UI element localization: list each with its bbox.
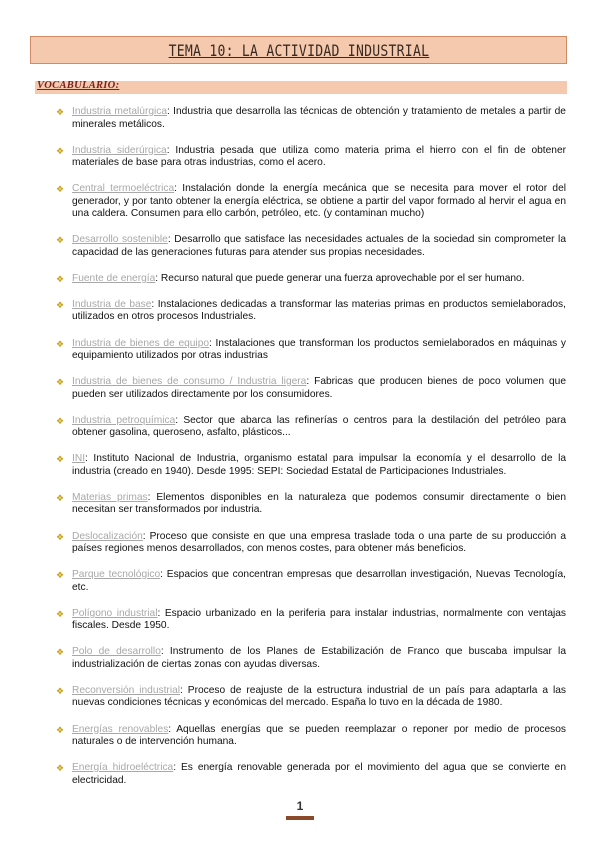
diamond-bullet-icon: ❖ bbox=[56, 608, 65, 619]
term-definition: : Industria pesada que utiliza como materia prima el hierro con el fin de obtener materiales de base para otras industrias, como el acero. bbox=[72, 144, 566, 169]
term-definition: : Sector que abarca las refinerías o centros para la destilación del petróleo para obtener gasolina, queroseno, asfalto, plásticos... bbox=[72, 414, 567, 439]
diamond-bullet-icon: ❖ bbox=[56, 235, 65, 246]
term-definition: : Es energía renovable generada por el movimiento del agua que se convierte en electricidad. bbox=[72, 762, 566, 786]
term-name: Reconversión industrial bbox=[72, 684, 181, 696]
list-item bbox=[56, 685, 566, 710]
diamond-bullet-icon: ❖ bbox=[56, 338, 65, 349]
diamond-bullet-icon: ❖ bbox=[56, 570, 65, 581]
list-item bbox=[56, 492, 566, 517]
term-name: Industria de bienes de equipo bbox=[72, 337, 210, 349]
term-name: Industria de base bbox=[72, 298, 152, 310]
diamond-bullet-icon: ❖ bbox=[56, 685, 65, 696]
list-item bbox=[56, 183, 566, 221]
term-definition: : Elementos disponibles en la naturaleza que podemos consumir directamente o bien necesitan ser transformados por industria. bbox=[72, 491, 566, 516]
term-name: Industria metalúrgica bbox=[72, 106, 168, 117]
diamond-bullet-icon: ❖ bbox=[56, 273, 65, 284]
diamond-bullet-icon: ❖ bbox=[56, 647, 65, 658]
term-definition: : Instrumento de los Planes de Estabilización de Franco que buscaba impulsar la industrialización de ciertas zonas con ayudas diversas. bbox=[72, 646, 566, 670]
term-name: Industria petroquímica bbox=[72, 414, 176, 426]
vocabulary-list bbox=[56, 106, 566, 801]
term-name: Desarrollo sostenible bbox=[72, 234, 168, 246]
list-item bbox=[56, 762, 566, 787]
list-item bbox=[56, 273, 566, 286]
section-label: VOCABULARIO: bbox=[37, 80, 120, 91]
list-item bbox=[56, 145, 566, 170]
term-name: Polígono industrial bbox=[72, 607, 158, 619]
term-name: Parque tecnológico bbox=[72, 569, 161, 581]
term-definition: : Espacios que concentran empresas que desarrollan investigación, Nuevas Tecnología, etc. bbox=[72, 569, 566, 593]
term-name: INI bbox=[72, 453, 86, 465]
diamond-bullet-icon: ❖ bbox=[56, 531, 65, 542]
diamond-bullet-icon: ❖ bbox=[56, 454, 65, 465]
term-definition: : Desarrollo que satisface las necesidades actuales de la sociedad sin comprometer la capacidad de las generaciones futuras para atender sus propias necesidades. bbox=[72, 234, 566, 258]
term-name: Industria de bienes de consumo / Industria ligera bbox=[72, 376, 307, 388]
list-item bbox=[56, 299, 566, 324]
list-item bbox=[56, 608, 566, 633]
list-item bbox=[56, 106, 566, 131]
term-name: Materias primas bbox=[72, 491, 148, 503]
term-definition: : Fabricas que producen bienes de poco volumen que pueden ser utilizados directamente por los consumidores. bbox=[72, 376, 566, 400]
term-definition: : Instalaciones que transforman los productos semielaborados en máquinas y equipamiento utilizados por otras industrias bbox=[72, 337, 567, 362]
diamond-bullet-icon: ❖ bbox=[56, 763, 65, 774]
term-name: Central termoeléctrica bbox=[72, 183, 175, 195]
term-name: Deslocalización bbox=[72, 530, 143, 542]
diamond-bullet-icon: ❖ bbox=[56, 415, 65, 426]
term-definition: : Instituto Nacional de Industria, organismo estatal para impulsar la economía y el desarrollo de la industria (creado en 1940). Desde 1995: SEPI: Sociedad Estatal de Participaciones Industriales. bbox=[72, 453, 566, 477]
term-definition: : Proceso de reajuste de la estructura industrial de un país para adaptarla a las nuevas condiciones técnicas y económicas del mercado. España lo tuvo en la década de 1980. bbox=[72, 684, 566, 709]
diamond-bullet-icon: ❖ bbox=[56, 107, 65, 117]
term-name: Fuente de energía bbox=[72, 272, 156, 284]
title-box bbox=[30, 36, 567, 64]
list-item bbox=[56, 724, 566, 749]
term-name: Industria siderúrgica bbox=[72, 144, 167, 156]
term-definition: : Instalación donde la energía mecánica que se necesita para mover el rotor del generador, y por tanto obtener la energía eléctrica, se obtiene a partir del vapor formado al hervir el agua en una caldera. Consumen para ello carbón, petróleo, etc. (y contaminan mucho) bbox=[72, 183, 567, 220]
diamond-bullet-icon: ❖ bbox=[56, 145, 65, 156]
term-definition: : Proceso que consiste en que una empresa traslade toda o una parte de su producción a países regiones menos desarrollados, con menos costes, para obtener más beneficios. bbox=[72, 530, 566, 555]
list-item bbox=[56, 376, 566, 401]
page-title: TEMA 10: LA ACTIVIDAD INDUSTRIAL bbox=[168, 40, 429, 60]
list-item bbox=[56, 453, 566, 478]
diamond-bullet-icon: ❖ bbox=[56, 377, 65, 388]
term-definition: : Industria que desarrolla las técnicas de obtención y tratamiento de metales a partir de minerales metálicos. bbox=[72, 106, 566, 130]
term-definition: : Recurso natural que puede generar una fuerza aprovechable por el ser humano. bbox=[155, 272, 525, 284]
diamond-bullet-icon: ❖ bbox=[56, 299, 65, 310]
list-item bbox=[56, 531, 566, 556]
list-item bbox=[56, 338, 566, 363]
list-item bbox=[56, 234, 566, 259]
section-header-bar bbox=[35, 81, 567, 94]
list-item bbox=[56, 569, 566, 594]
term-name: Polo de desarrollo bbox=[72, 646, 161, 658]
term-definition: : Aquellas energías que se pueden reemplazar o reponer por medio de procesos naturales o de intervención humana. bbox=[72, 723, 566, 747]
list-item bbox=[56, 415, 566, 440]
term-name: Energía hidroeléctrica bbox=[72, 762, 174, 774]
page-number: 1 bbox=[296, 799, 304, 813]
page-number-rule bbox=[286, 816, 314, 820]
diamond-bullet-icon: ❖ bbox=[56, 184, 65, 195]
term-name: Energías renovables bbox=[72, 723, 169, 735]
list-item bbox=[56, 646, 566, 671]
term-definition: : Espacio urbanizado en la periferia para instalar industrias, normalmente con ventajas fiscales. Desde 1950. bbox=[72, 607, 567, 632]
diamond-bullet-icon: ❖ bbox=[56, 492, 65, 503]
diamond-bullet-icon: ❖ bbox=[56, 724, 65, 735]
term-definition: : Instalaciones dedicadas a transformar las materias primas en productos semielaborados, utilizados en otros procesos Industriales. bbox=[72, 298, 566, 323]
